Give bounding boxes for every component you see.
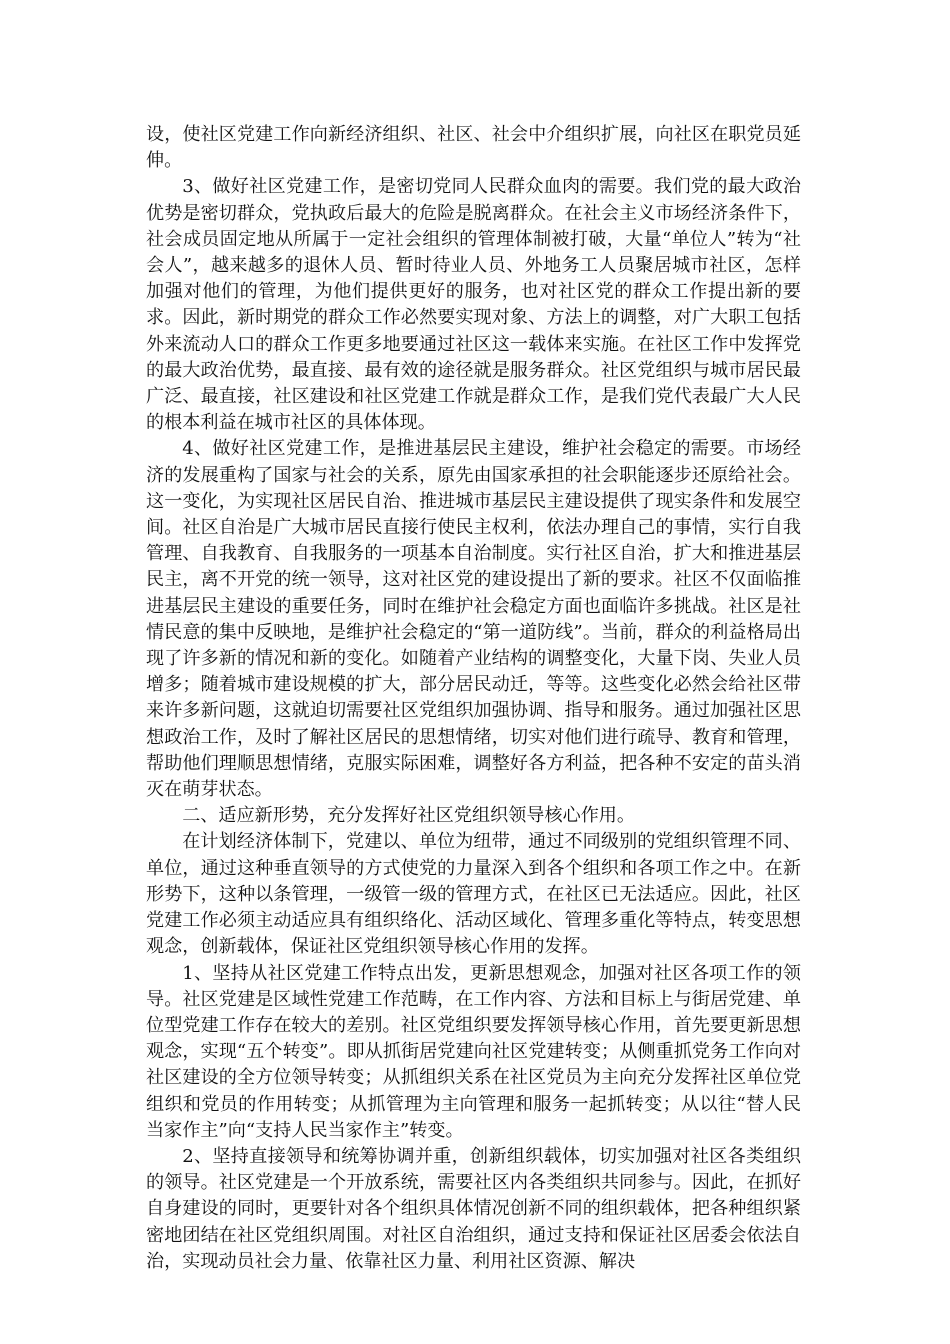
paragraph-item-1: 1、坚持从社区党建工作特点出发，更新思想观念，加强对社区各项工作的领导。社区党建是区域性党建工作范畴，在工作内容、方法和目标上与街居党建、单位型党建工作存在较大的差别。社区党组织要发挥领导核心作用，首先要更新思想观念，实现“五个转变”。即从抓街居党建向社区党建转变；从侧重抓党务工作向对社区建设的全方位领导转变；从抓组织关系在社区党员为主向充分发挥社区单位党组织和党员的作用转变；从抓管理为主向管理和服务一起抓转变；从以往“替人民当家作主”向“支持人民当家作主”转变。 <box>146 962 801 1141</box>
document-page <box>146 122 801 1275</box>
paragraph-item-2: 2、坚持直接领导和统筹协调并重，创新组织载体，切实加强对社区各类组织的领导。社区党建是一个开放系统，需要社区内各类组织共同参与。因此，在抓好自身建设的同时，更要针对各个组织具体情况创新不同的组织载体，把各种组织紧密地团结在社区党组织周围。对社区自治组织，通过支持和保证社区居委会依法自治，实现动员社会力量、依靠社区力量、利用社区资源、解决 <box>146 1145 801 1272</box>
paragraph-continuation: 设，使社区党建工作向新经济组织、社区、社会中介组织扩展，向社区在职党员延伸。 <box>146 124 801 172</box>
paragraph-section-intro: 在计划经济体制下，党建以、单位为纽带，通过不同级别的党组织管理不同、单位，通过这种垂直领导的方式使党的力量深入到各个组织和各项工作之中。在新形势下，这种以条管理，一级管一级的管理方式，在社区已无法适应。因此，社区党建工作必须主动适应具有组织络化、活动区域化、管理多重化等特点，转变思想观念，创新载体，保证社区党组织领导核心作用的发挥。 <box>146 831 801 958</box>
paragraph-point-4: 4、做好社区党建工作，是推进基层民主建设，维护社会稳定的需要。市场经济的发展重构了国家与社会的关系，原先由国家承担的社会职能逐步还原给社会。这一变化，为实现社区居民自治、推进城市基层民主建设提供了现实条件和发展空间。社区自治是广大城市居民直接行使民主权利，依法办理自己的事情，实行自我管理、自我教育、自我服务的一项基本自治制度。实行社区自治，扩大和推进基层民主，离不开党的统一领导，这对社区党的建设提出了新的要求。社区不仅面临推进基层民主建设的重要任务，同时在维护社会稳定方面也面临许多挑战。社区是社情民意的集中反映地，是维护社会稳定的“第一道防线”。当前，群众的利益格局出现了许多新的情况和新的变化。如随着产业结构的调整变化，大量下岗、失业人员增多；随着城市建设规模的扩大，部分居民动迁，等等。这些变化必然会给社区带来许多新问题，这就迫切需要社区党组织加强协调、指导和服务。通过加强社区思想政治工作，及时了解社区居民的思想情绪，切实对他们进行疏导、教育和管理，帮助他们理顺思想情绪，克服实际困难，调整好各方利益，把各种不安定的苗头消灭在萌芽状态。 <box>146 438 801 801</box>
section-heading-2: 二、适应新形势，充分发挥好社区党组织领导核心作用。 <box>182 805 636 827</box>
paragraph-point-3: 3、做好社区党建工作，是密切党同人民群众血肉的需要。我们党的最大政治优势是密切群众，党执政后最大的危险是脱离群众。在社会主义市场经济条件下，社会成员固定地从所属于一定社会组织的管理体制被打破，大量“单位人”转为“社会人”，越来越多的退休人员、暂时待业人员、外地务工人员聚居城市社区，怎样加强对他们的管理，为他们提供更好的服务，也对社区党的群众工作提出新的要求。因此，新时期党的群众工作必然要实现对象、方法上的调整，对广大职工包括外来流动人口的群众工作更多地要通过社区这一载体来实施。在社区工作中发挥党的最大政治优势，最直接、最有效的途径就是服务群众。社区党组织与城市居民最广泛、最直接，社区建设和社区党建工作就是群众工作，是我们党代表最广大人民的根本利益在城市社区的具体体现。 <box>146 176 801 434</box>
